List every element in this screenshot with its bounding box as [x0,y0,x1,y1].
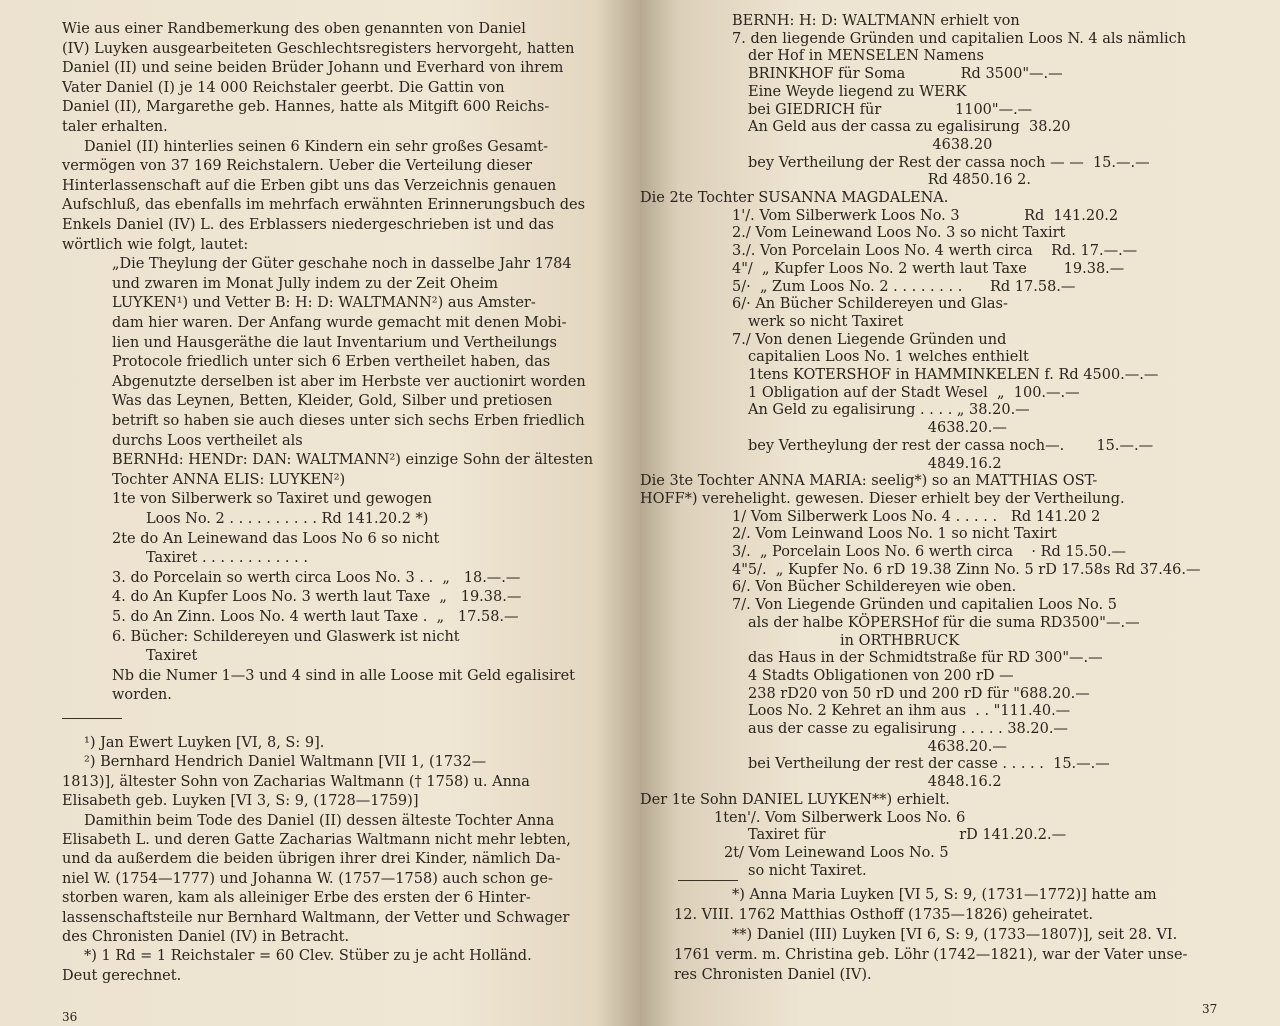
body-line: 1/ Vom Silberwerk Loos No. 4 . . . . . Rd 141.20 2 [732,508,1101,525]
body-line: capitalien Loos No. 1 welches enthielt [748,349,1029,366]
body-line: „Die Theylung der Güter geschahe noch in dasselbe Jahr 1784 [112,256,572,273]
body-line: Nb die Numer 1—3 und 4 sind in alle Loose mit Geld egalisiret [112,667,575,684]
body-line: HOFF*) verehelight. gewesen. Dieser erhielt bey der Vertheilung. [640,490,1125,507]
body-line: bei Vertheilung der rest der casse . . . . . 15.—.— [748,756,1110,773]
body-line: 1 Obligation auf der Stadt Wesel „ 100.—.— [748,384,1080,401]
body-line: aus der casse zu egalisirung . . . . . 38.20.— [748,721,1068,737]
body-line: das Haus in der Schmidtstraße für RD 300"—.— [748,650,1103,667]
footnote-line: *) 1 Rd = 1 Reichstaler = 60 Clev. Stüber zu je acht Holländ. [84,948,532,965]
body-line: 1ten'/. Vom Silberwerk Loos No. 6 [714,809,966,826]
body-line: durchs Loos vertheilet als [112,432,303,449]
footnote-line: des Chronisten Daniel (IV) in Betracht. [62,929,350,945]
body-line: Daniel (II) hinterlies seinen 6 Kindern ein sehr großes Gesamt- [84,138,548,155]
body-line: 3./. Von Porcelain Loos No. 4 werth circa Rd. 17.—.— [732,243,1138,260]
body-line: 238 rD20 von 50 rD und 200 rD für "688.20.— [748,685,1090,702]
body-line: Wie aus einer Randbemerkung des oben genannten von Daniel [62,21,526,37]
body-line: worden. [112,687,172,704]
body-line: Die 3te Tochter ANNA MARIA: seelig*) so an MATTHIAS OST- [640,473,1098,490]
page-number-left: 36 [62,1010,78,1024]
right-footnotes [640,0,1280,1026]
body-line: 7. den liegende Gründen und capitalien Loos N. 4 als nämlich [732,30,1187,47]
footnote-line: storben waren, kam als alleiniger Erbe des ersten der 6 Hinter- [62,890,531,907]
body-line: An Geld zu egalisirung . . . . „ 38.20.— [748,402,1030,419]
footnote-line: **) Daniel (III) Luyken [VI 6, S: 9, (1733—1807)], seit 28. VI. [732,927,1178,943]
body-line: bey Vertheylung der rest der cassa noch—. 15.—.— [748,437,1154,454]
body-line: 7/. Von Liegende Gründen und capitalien Loos No. 5 [732,597,1117,614]
footnote-line: 1761 verm. m. Christina geb. Löhr (1742—1821), war der Vater unse- [674,947,1188,963]
body-line: bey Vertheilung der Rest der cassa noch — — 15.—.— [748,154,1150,171]
body-line: 2./ Vom Leinewand Loos No. 3 so nicht Taxirt [732,225,1066,242]
body-line: Protocole friedlich unter sich 6 Erben vertheilet haben, das [112,354,551,371]
footnote-line: Elisabeth geb. Luyken [VI 3, S: 9, (1728—1759)] [62,793,419,810]
body-line: werk so nicht Taxiret [748,313,904,330]
body-line: so nicht Taxiret. [748,862,867,879]
footnote-line: niel W. (1754—1777) und Johanna W. (1757—1758) auch schon ge- [62,870,553,887]
right-page [640,0,1280,1026]
body-line: Loos No. 2 Kehret an ihm aus . . "111.40.— [748,703,1071,720]
body-line: Loos No. 2 . . . . . . . . . . Rd 141.20.2 *) [146,511,429,527]
body-line: 3/. „ Porcelain Loos No. 6 werth circa · Rd 15.50.— [732,544,1127,560]
body-line: 3. do Porcelain so werth circa Loos No. 3 . . „ 18.—.— [112,569,521,586]
body-line: Abgenutzte derselben ist aber im Herbste ver auctionirt worden [112,373,586,390]
body-line: 2te do An Leinewand das Loos No 6 so nicht [112,530,440,547]
body-line: vermögen von 37 169 Reichstalern. Ueber die Verteilung dieser [62,158,533,175]
body-line: Was das Leynen, Betten, Kleider, Gold, Silber und pretiosen [112,393,553,410]
body-line: 6. Bücher: Schildereyen und Glaswerk ist nicht [112,628,460,645]
body-line: Die 2te Tochter SUSANNA MAGDALENA. [640,190,949,206]
body-line: 4848.16.2 [748,774,1002,791]
body-line: 4638.20.— [748,420,1007,437]
footnote-line: Damithin beim Tode des Daniel (II) dessen älteste Tochter Anna [84,812,555,829]
body-line: in ORTHBRUCK [840,632,960,649]
footnote-line: Deut gerechnet. [62,967,182,984]
body-line: Der 1te Sohn DANIEL LUYKEN**) erhielt. [640,791,950,808]
body-line: 4 Stadts Obligationen von 200 rD — [748,667,1014,684]
body-line: LUYKEN¹) und Vetter B: H: D: WALTMANN²) aus Amster- [112,295,536,312]
body-line: 4. do An Kupfer Loos No. 3 werth laut Taxe „ 19.38.— [112,589,522,606]
body-line: 4638.20.— [748,738,1007,755]
footnote-line: ²) Bernhard Hendrich Daniel Waltmann [VII 1, (1732— [84,754,487,771]
body-line: 2/. Vom Leinwand Loos No. 1 so nicht Taxirt [732,526,1057,543]
body-line: An Geld aus der cassa zu egalisirung 38.20 [748,119,1071,136]
footnote-line: 12. VIII. 1762 Matthias Osthoff (1735—1826) geheiratet. [674,907,1094,923]
body-line: 4638.20 [748,136,993,153]
body-line: 4"5/. „ Kupfer No. 6 rD 19.38 Zinn No. 5 rD 17.58s Rd 37.46.— [732,561,1201,578]
body-line: BERNH: H: D: WALTMANN erhielt von [732,13,1020,29]
footnote-line: lassenschaftsteile nur Bernhard Waltmann, der Vetter und Schwager [62,909,570,926]
body-line: Aufschluß, das ebenfalls im mehrfach erwähnten Erinnerungsbuch des [62,197,586,214]
body-line: Tochter ANNA ELIS: LUYKEN²) [112,471,346,488]
body-line: Hinterlassenschaft auf die Erben gibt uns das Verzeichnis genauen [62,177,557,194]
body-line: Taxiret . . . . . . . . . . . . [146,550,308,567]
body-line: Vater Daniel (I) je 14 000 Reichstaler geerbt. Die Gattin von [62,79,505,96]
body-line: als der halbe KÖPERSHof für die suma RD3500"—.— [748,614,1140,631]
body-line: Rd 4850.16 2. [748,172,1031,189]
footnote-line: ¹) Jan Ewert Luyken [VI, 8, S: 9]. [84,735,325,751]
body-line: 4849.16.2 [748,455,1002,472]
footnote-line: res Chronisten Daniel (IV). [674,967,872,983]
body-line: Eine Weyde liegend zu WERK [748,83,967,100]
page-number-right: 37 [1202,1002,1218,1016]
body-line: BRINKHOF für Soma Rd 3500"—.— [748,66,1063,83]
footnote-line: 1813)], ältester Sohn von Zacharias Waltmann († 1758) u. Anna [62,773,530,790]
body-line: 1'/. Vom Silberwerk Loos No. 3 Rd 141.20.2 [732,207,1119,224]
body-line: der Hof in MENSELEN Namens [748,48,984,65]
body-line: betrift so haben sie auch dieses unter sich sechs Erben friedlich [112,413,585,429]
body-line: (IV) Luyken ausgearbeiteten Geschlechtsregisters hervorgeht, hatten [62,40,575,57]
body-line: bei GIEDRICH für 1100"—.— [748,101,1033,118]
body-line: 5/· „ Zum Loos No. 2 . . . . . . . . Rd 17.58.— [732,278,1076,295]
body-line: 4"/ „ Kupfer Loos No. 2 werth laut Taxe 19.38.— [732,260,1125,277]
footnote-line: Elisabeth L. und deren Gatte Zacharias Waltmann nicht mehr lebten, [62,832,571,848]
body-line: Enkels Daniel (IV) L. des Erblassers niedergeschrieben ist und das [62,217,554,233]
body-line: Daniel (II) und seine beiden Brüder Johann und Everhard von ihrem [62,60,564,77]
footnote-line: und da außerdem die beiden übrigen ihrer drei Kinder, nämlich Da- [62,851,561,868]
body-line: 5. do An Zinn. Loos No. 4 werth laut Taxe . „ 17.58.— [112,609,519,625]
body-line: 6/· An Bücher Schildereyen und Glas- [732,296,1008,313]
body-line: Taxiret für rD 141.20.2.— [748,827,1067,844]
body-line: BERNHd: HENDr: DAN: WALTMANN²) einzige Sohn der ältesten [112,452,594,469]
body-line: Daniel (II), Margarethe geb. Hannes, hatte als Mitgift 600 Reichs- [62,99,550,116]
body-line: Taxiret [146,648,198,665]
body-line: 7./ Von denen Liegende Gründen und [732,331,1007,348]
body-line: lien und Hausgeräthe die laut Inventarium und Vertheilungs [112,334,557,351]
body-line: 6/. Von Bücher Schildereyen wie oben. [732,579,1017,596]
body-line: 1tens KOTERSHOF in HAMMINKELEN f. Rd 4500.—.— [748,367,1159,383]
body-line: 2t/ Vom Leinewand Loos No. 5 [724,844,949,861]
footnote-line: *) Anna Maria Luyken [VI 5, S: 9, (1731—1772)] hatte am [732,887,1157,903]
body-line: und zwaren im Monat Jully indem zu der Zeit Oheim [112,275,499,292]
body-line: taler erhalten. [62,119,168,135]
body-line: dam hier waren. Der Anfang wurde gemacht mit denen Mobi- [112,315,567,331]
body-line: 1te von Silberwerk so Taxiret und gewogen [112,491,432,508]
body-line: wörtlich wie folgt, lautet: [62,236,249,253]
